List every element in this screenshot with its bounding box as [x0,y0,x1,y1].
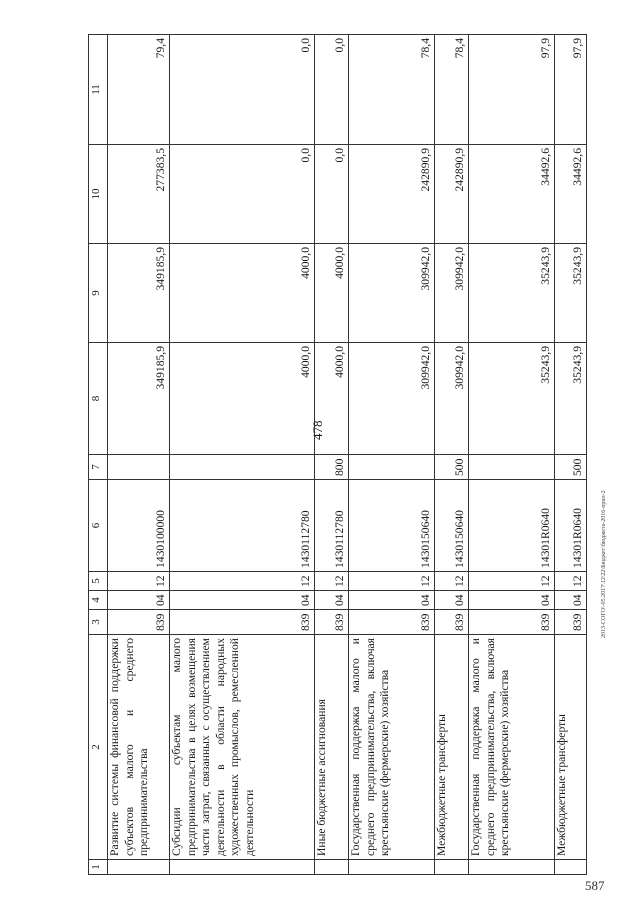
table-cell: 04 [469,591,555,610]
table-cell: 839 [555,610,587,635]
row-name: Государственная поддержка малого и среднего предпринимательства, включая крестьянские (фермерские) хозяйства [469,635,555,860]
table-cell: 4000,0 [170,343,315,455]
table-cell [108,860,170,875]
table-cell: 839 [108,610,170,635]
header-cell: 8 [89,343,108,455]
row-name: Межбюджетные трансферты [435,635,469,860]
table-row [349,35,435,875]
table-cell: 14301R0640 [555,480,587,572]
header-cell: 2 [89,635,108,860]
table-cell: 1430100000 [108,480,170,572]
table-cell: 309942,0 [435,343,469,455]
table-cell: 1430150640 [349,480,435,572]
table-cell: 4000,0 [315,244,349,343]
table-cell: 35243,9 [469,244,555,343]
table-cell: 12 [170,572,315,591]
header-cell: 9 [89,244,108,343]
table-cell: 97,9 [469,35,555,145]
header-cell: 6 [89,480,108,572]
table-cell: 0,0 [170,145,315,244]
table-cell: 35243,9 [555,244,587,343]
header-cell: 10 [89,145,108,244]
row-name: Развитие системы финансовой поддержки субъектов малого и среднего предпринимательства [108,635,170,860]
table-cell: 1430112780 [315,480,349,572]
table-cell: 79,4 [108,35,170,145]
table-cell: 242890,9 [349,145,435,244]
table-row [315,35,349,875]
table-cell: 35243,9 [469,343,555,455]
table-cell [170,455,315,480]
table-cell: 34492,6 [469,145,555,244]
table-cell: 12 [315,572,349,591]
table-cell: 4000,0 [170,244,315,343]
table-cell [349,860,435,875]
table-cell [435,860,469,875]
table-cell [555,860,587,875]
side-note: 2013-СОГО\-05.2017\12\22\Бюджет\бюджета-2016-прил-2 [601,490,607,638]
table-cell: 0,0 [315,35,349,145]
table-cell: 839 [469,610,555,635]
table-cell: 78,4 [349,35,435,145]
table-cell: 349185,9 [108,244,170,343]
table-cell: 04 [170,591,315,610]
table-cell [170,860,315,875]
table-cell: 14301R0640 [469,480,555,572]
table-cell: 1430112780 [170,480,315,572]
table-cell: 839 [315,610,349,635]
header-row [89,35,108,875]
table-cell: 97,9 [555,35,587,145]
table-cell: 309942,0 [435,244,469,343]
table-cell: 78,4 [435,35,469,145]
table-row [170,35,315,875]
header-cell: 7 [89,455,108,480]
header-cell: 1 [89,860,108,875]
table-cell: 35243,9 [555,343,587,455]
table-cell: 0,0 [170,35,315,145]
table-cell [469,860,555,875]
header-cell: 3 [89,610,108,635]
table-cell: 1430150640 [435,480,469,572]
table-cell: 800 [315,455,349,480]
table-cell: 04 [108,591,170,610]
header-cell: 5 [89,572,108,591]
table-cell: 242890,9 [435,145,469,244]
table-cell: 277383,5 [108,145,170,244]
table-cell: 309942,0 [349,343,435,455]
table-cell: 04 [435,591,469,610]
table-cell: 04 [315,591,349,610]
table-cell: 4000,0 [315,343,349,455]
table-row [108,35,170,875]
table-cell: 04 [349,591,435,610]
table-row [555,35,587,875]
table-cell: 309942,0 [349,244,435,343]
table-cell: 839 [435,610,469,635]
row-name: Субсидии субъектам малого предпринимательства в целях возмещения части затрат, связанных с осуществлением деятельности в области народных художественных промыслов, ремесленной деятельности [170,635,315,860]
table-cell: 500 [555,455,587,480]
table-cell [315,860,349,875]
folio-number: 587 [585,878,605,893]
table-cell: 839 [349,610,435,635]
header-cell: 11 [89,35,108,145]
table-cell: 34492,6 [555,145,587,244]
budget-table-rotated [88,35,603,875]
table-cell: 12 [469,572,555,591]
budget-table [88,34,587,875]
table-cell: 839 [170,610,315,635]
table-cell [108,455,170,480]
row-name: Межбюджетные трансферты [555,635,587,860]
table-cell: 12 [555,572,587,591]
table-cell: 349185,9 [108,343,170,455]
page-number: 478 [310,420,325,440]
row-name: Иные бюджетные ассигнования [315,635,349,860]
table-cell [469,455,555,480]
table-cell: 04 [555,591,587,610]
table-cell: 0,0 [315,145,349,244]
header-cell: 4 [89,591,108,610]
row-name: Государственная поддержка малого и среднего предпринимательства, включая крестьянские (фермерские) хозяйства [349,635,435,860]
table-cell: 12 [108,572,170,591]
table-cell: 12 [435,572,469,591]
table-cell [349,455,435,480]
table-row [435,35,469,875]
table-row [469,35,555,875]
table-cell: 500 [435,455,469,480]
table-cell: 12 [349,572,435,591]
